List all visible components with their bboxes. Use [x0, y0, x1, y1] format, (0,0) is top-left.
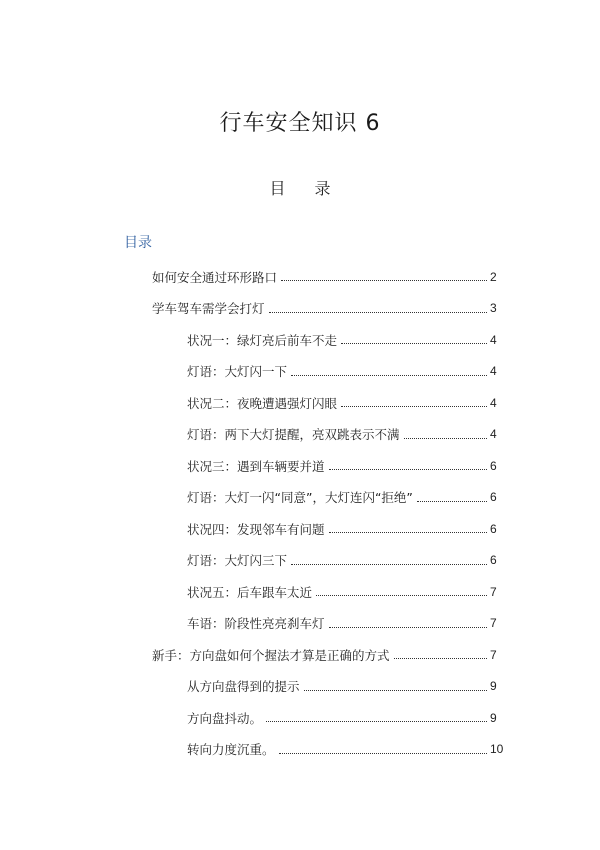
toc-entry[interactable] — [0, 419, 600, 451]
toc-entry[interactable] — [0, 356, 600, 388]
toc-entry-text: 新手：方向盘如何个握法才算是正确的方式 — [152, 647, 390, 663]
toc-entry-text: 灯语：大灯闪三下 — [187, 553, 288, 569]
toc-entry[interactable] — [0, 734, 600, 766]
toc-page-number: 4 — [490, 395, 497, 410]
toc-entry[interactable] — [0, 545, 600, 577]
toc-entry[interactable] — [0, 261, 600, 293]
toc-label: 目录 — [124, 235, 152, 251]
toc-entry[interactable] — [0, 576, 600, 608]
toc-entry-text: 方向盘抖动。 — [187, 710, 263, 726]
toc-dot-leader — [279, 743, 487, 754]
toc-dot-leader — [404, 428, 487, 439]
document-title: 行车安全知识 6 — [219, 111, 381, 136]
toc-entry-text: 学车驾车需学会打灯 — [152, 301, 265, 317]
toc-dot-leader — [316, 585, 487, 596]
toc-page-number: 7 — [490, 616, 497, 631]
toc-page-number: 4 — [490, 364, 497, 379]
toc-page-number: 6 — [490, 553, 497, 568]
toc-page-number: 6 — [490, 490, 497, 505]
toc-dot-leader — [281, 270, 487, 281]
toc-heading: 目 录 — [269, 179, 343, 198]
toc-entry-text: 车语：阶段性亮亮刹车灯 — [187, 616, 325, 632]
toc-dot-leader — [394, 648, 487, 659]
toc-page-number: 6 — [490, 458, 497, 473]
toc-entry-text: 从方向盘得到的提示 — [187, 679, 300, 695]
toc-page-number: 4 — [490, 427, 497, 442]
toc-entry-text: 状况二：夜晚遭遇强灯闪眼 — [187, 395, 338, 411]
toc-dot-leader — [329, 522, 487, 533]
toc-entry[interactable] — [0, 482, 600, 514]
toc-entry-text: 状况三：遇到车辆要并道 — [187, 458, 325, 474]
toc-page-number: 9 — [490, 679, 497, 694]
toc-dot-leader — [329, 617, 487, 628]
toc-page-number: 6 — [490, 521, 497, 536]
toc-entry-text: 灯语：大灯一闪“同意”，大灯连闪“拒绝” — [187, 490, 413, 506]
toc-entry[interactable] — [0, 608, 600, 640]
toc-dot-leader — [341, 333, 487, 344]
toc-page-number: 7 — [490, 584, 497, 599]
toc-dot-leader — [269, 302, 487, 313]
toc-page-number: 4 — [490, 332, 497, 347]
toc-entry[interactable] — [0, 293, 600, 325]
toc-dot-leader — [291, 554, 487, 565]
toc-page-number: 7 — [490, 647, 497, 662]
toc-entry-text: 灯语：两下大灯提醒，亮双跳表示不满 — [187, 427, 400, 443]
toc-dot-leader — [291, 365, 487, 376]
toc-page-number: 3 — [490, 301, 497, 316]
toc-entry-text: 灯语：大灯闪一下 — [187, 364, 288, 380]
toc-page-number: 2 — [490, 269, 497, 284]
toc-entry[interactable] — [0, 513, 600, 545]
toc-entry-text: 状况四：发现邻车有问题 — [187, 521, 325, 537]
toc-dot-leader — [329, 459, 487, 470]
toc-page-number: 9 — [490, 710, 497, 725]
toc-entry-text: 状况一：绿灯亮后前车不走 — [187, 332, 338, 348]
toc-dot-leader — [304, 680, 487, 691]
toc-page-number: 10 — [490, 742, 504, 757]
toc-list — [0, 261, 600, 765]
toc-entry-text: 转向力度沉重。 — [187, 742, 275, 758]
toc-entry[interactable] — [0, 450, 600, 482]
toc-entry[interactable] — [0, 702, 600, 734]
toc-entry-text: 如何安全通过环形路口 — [152, 269, 278, 285]
toc-dot-leader — [341, 396, 487, 407]
toc-entry-text: 状况五：后车跟车太近 — [187, 584, 313, 600]
toc-entry[interactable] — [0, 324, 600, 356]
toc-dot-leader — [417, 491, 487, 502]
toc-dot-leader — [266, 711, 487, 722]
toc-entry[interactable] — [0, 671, 600, 703]
toc-entry[interactable] — [0, 639, 600, 671]
toc-entry[interactable] — [0, 387, 600, 419]
